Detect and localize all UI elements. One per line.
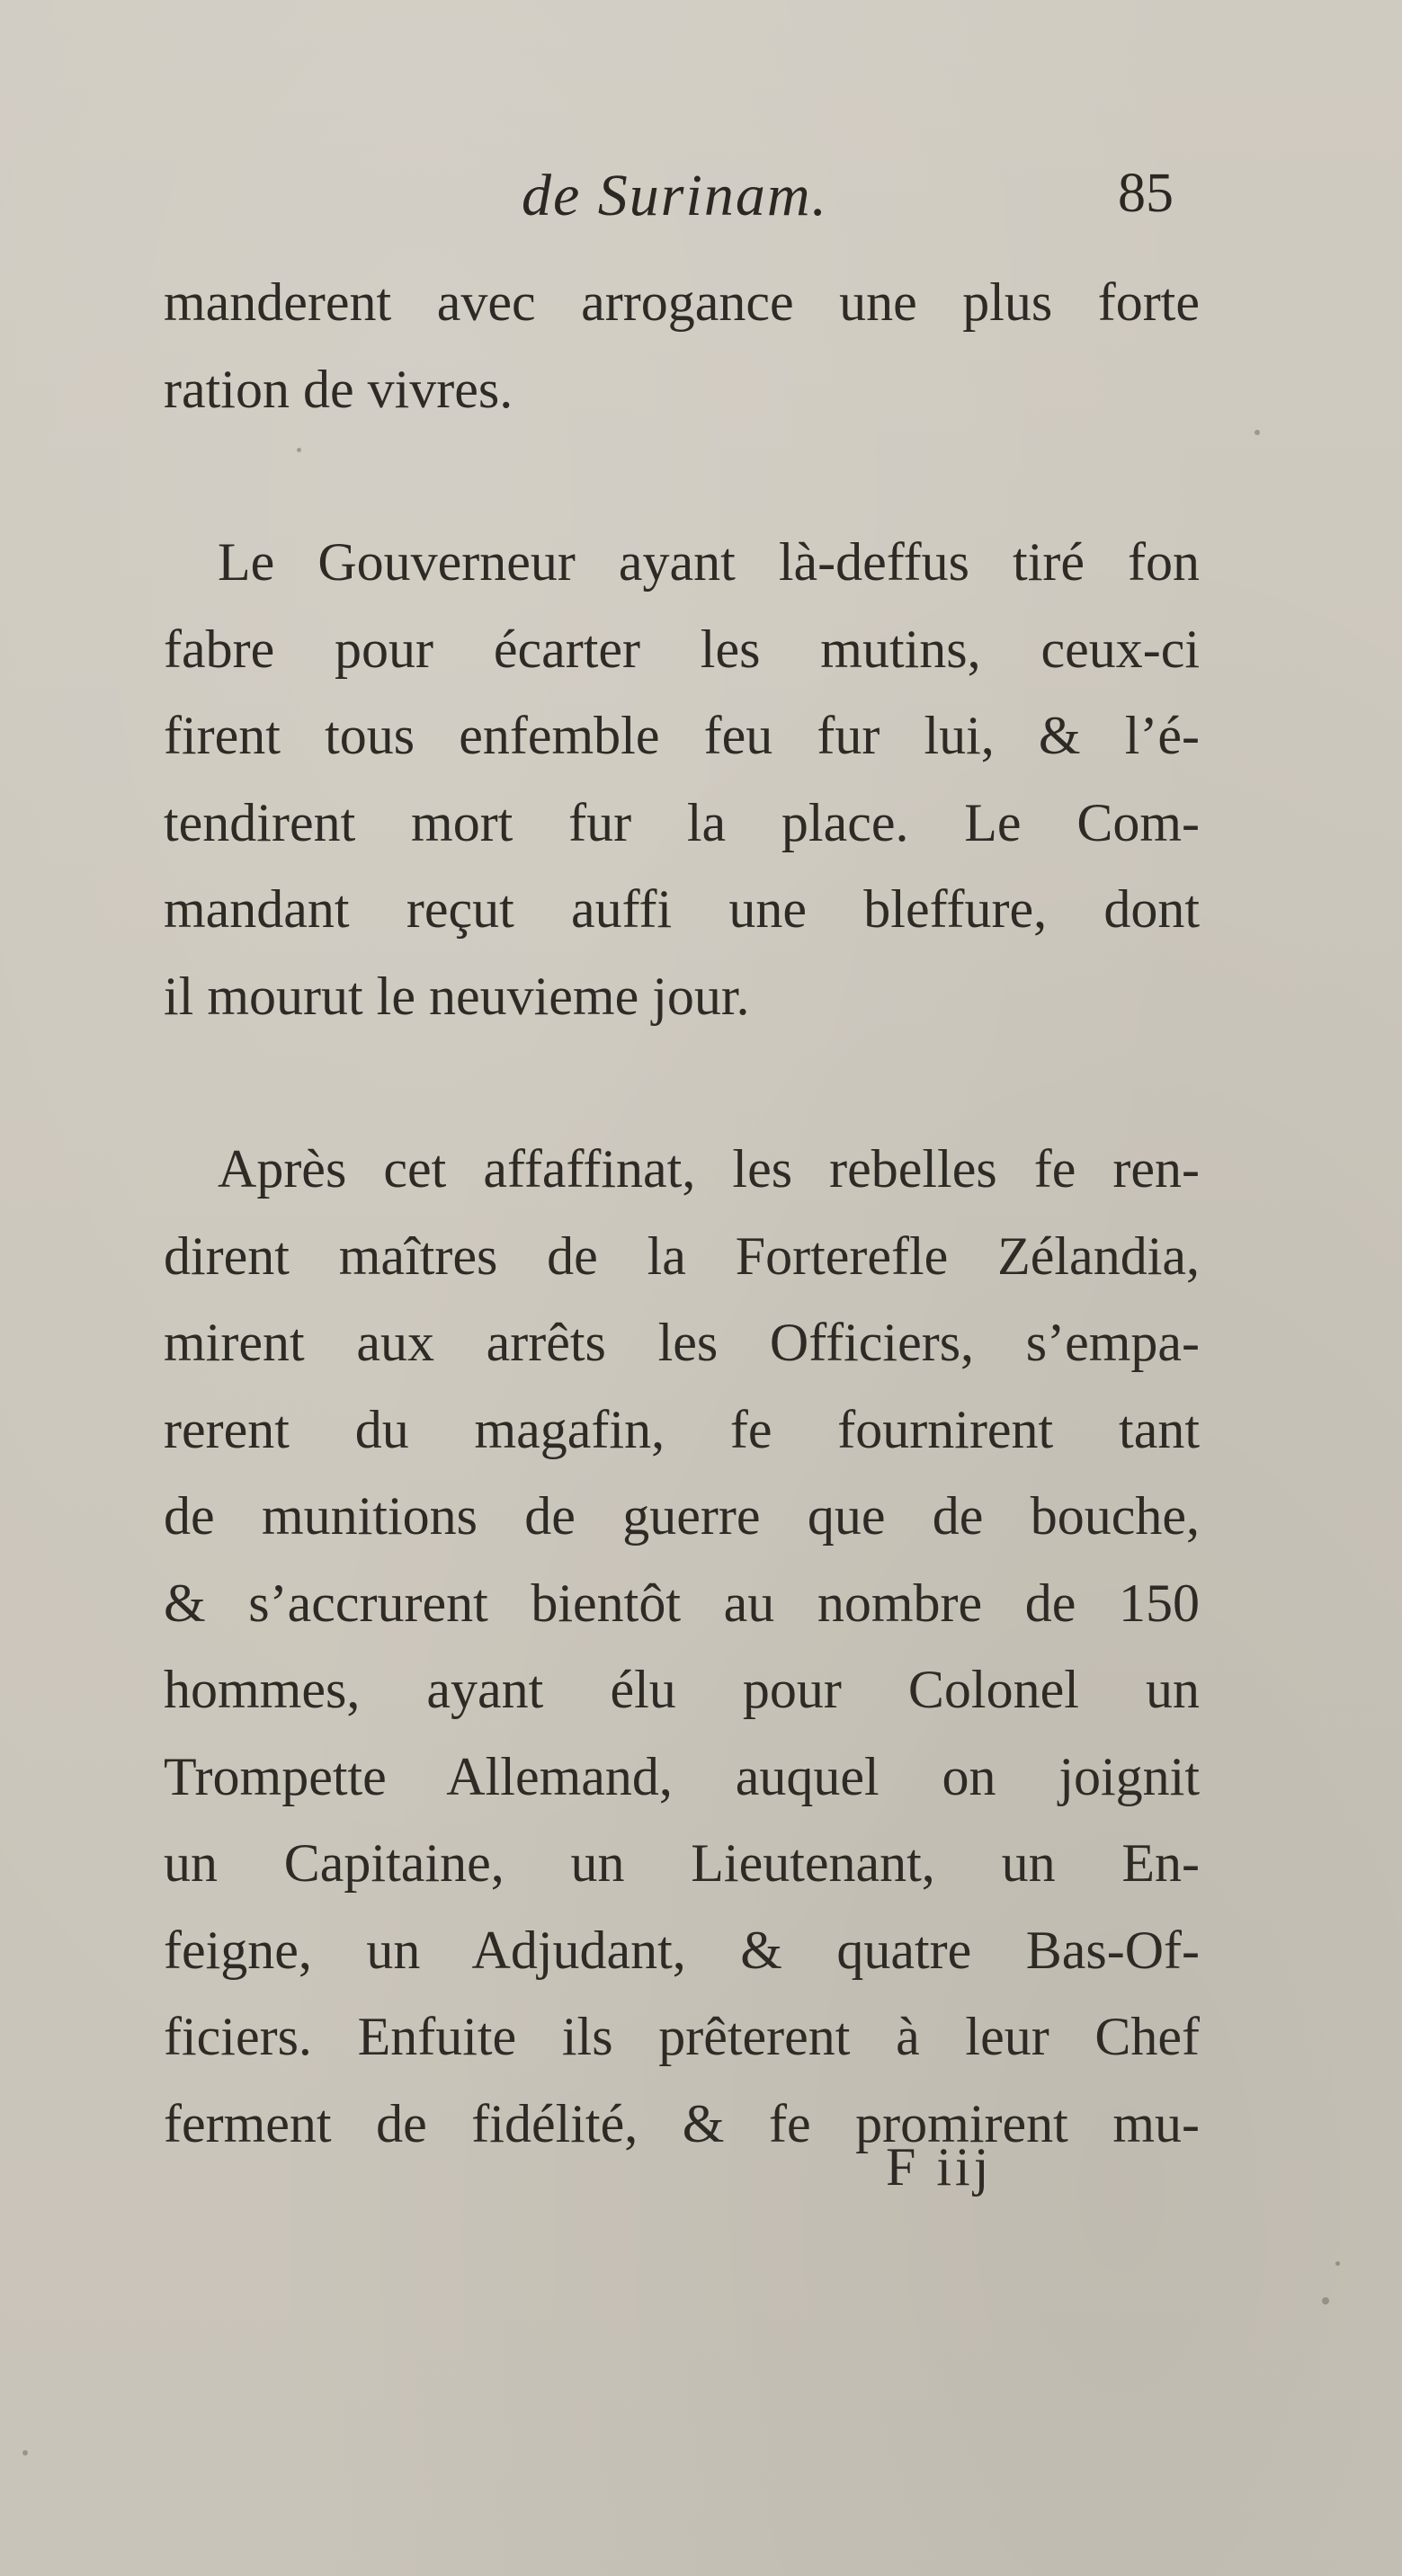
text-line: de munitions de guerre que de bouche, <box>164 1486 1200 1546</box>
paper-speck <box>1322 2297 1329 2304</box>
text-line: Trompette Allemand, auquel on joignit <box>164 1746 1200 1806</box>
paragraph-1 <box>164 259 1200 432</box>
text-line: ficiers. Enfuite ils prêterent à leur Chef <box>164 2007 1200 2066</box>
paper-speck <box>1335 2261 1340 2266</box>
text-line: un Capitaine, un Lieutenant, un En- <box>164 1833 1200 1893</box>
running-title: de Surinam. <box>522 163 828 228</box>
paper-speck <box>1255 430 1260 435</box>
text-line: rerent du magafin, fe fournirent tant <box>164 1399 1200 1459</box>
running-head <box>0 162 1402 234</box>
text-line: ration de vivres. <box>164 359 513 419</box>
body-text <box>164 259 1200 2167</box>
text-line: dirent maîtres de la Forterefle Zélandia, <box>164 1226 1200 1286</box>
text-line: mirent aux arrêts les Officiers, s’empa- <box>164 1313 1200 1372</box>
text-line: Le Gouverneur ayant là-deffus tiré fon <box>218 532 1200 592</box>
text-line: hommes, ayant élu pour Colonel un <box>164 1660 1200 1719</box>
text-line: tendirent mort fur la place. Le Com- <box>164 792 1200 852</box>
text-line: feigne, un Adjudant, & quatre Bas-Of- <box>164 1920 1200 1980</box>
paper-speck <box>297 448 301 452</box>
text-line: fabre pour écarter les mutins, ceux-ci <box>164 619 1200 679</box>
paper-speck <box>22 2450 28 2456</box>
signature-mark: F iij <box>886 2137 993 2197</box>
text-line: firent tous enfemble feu fur lui, & l’é- <box>164 706 1200 765</box>
text-line: il mourut le neuvieme jour. <box>164 966 750 1026</box>
text-line: Après cet affaffinat, les rebelles fe ren- <box>218 1139 1200 1199</box>
paragraph-2 <box>164 519 1200 1039</box>
text-line: & s’accrurent bientôt au nombre de 150 <box>164 1573 1200 1633</box>
paragraph-3 <box>164 1126 1200 2167</box>
text-line: ferment de fidélité, & fe promirent mu- <box>164 2093 1200 2153</box>
text-line: mandant reçut auffi une bleffure, dont <box>164 879 1200 939</box>
text-line: manderent avec arrogance une plus forte <box>164 272 1200 332</box>
page-number: 85 <box>1118 163 1174 224</box>
